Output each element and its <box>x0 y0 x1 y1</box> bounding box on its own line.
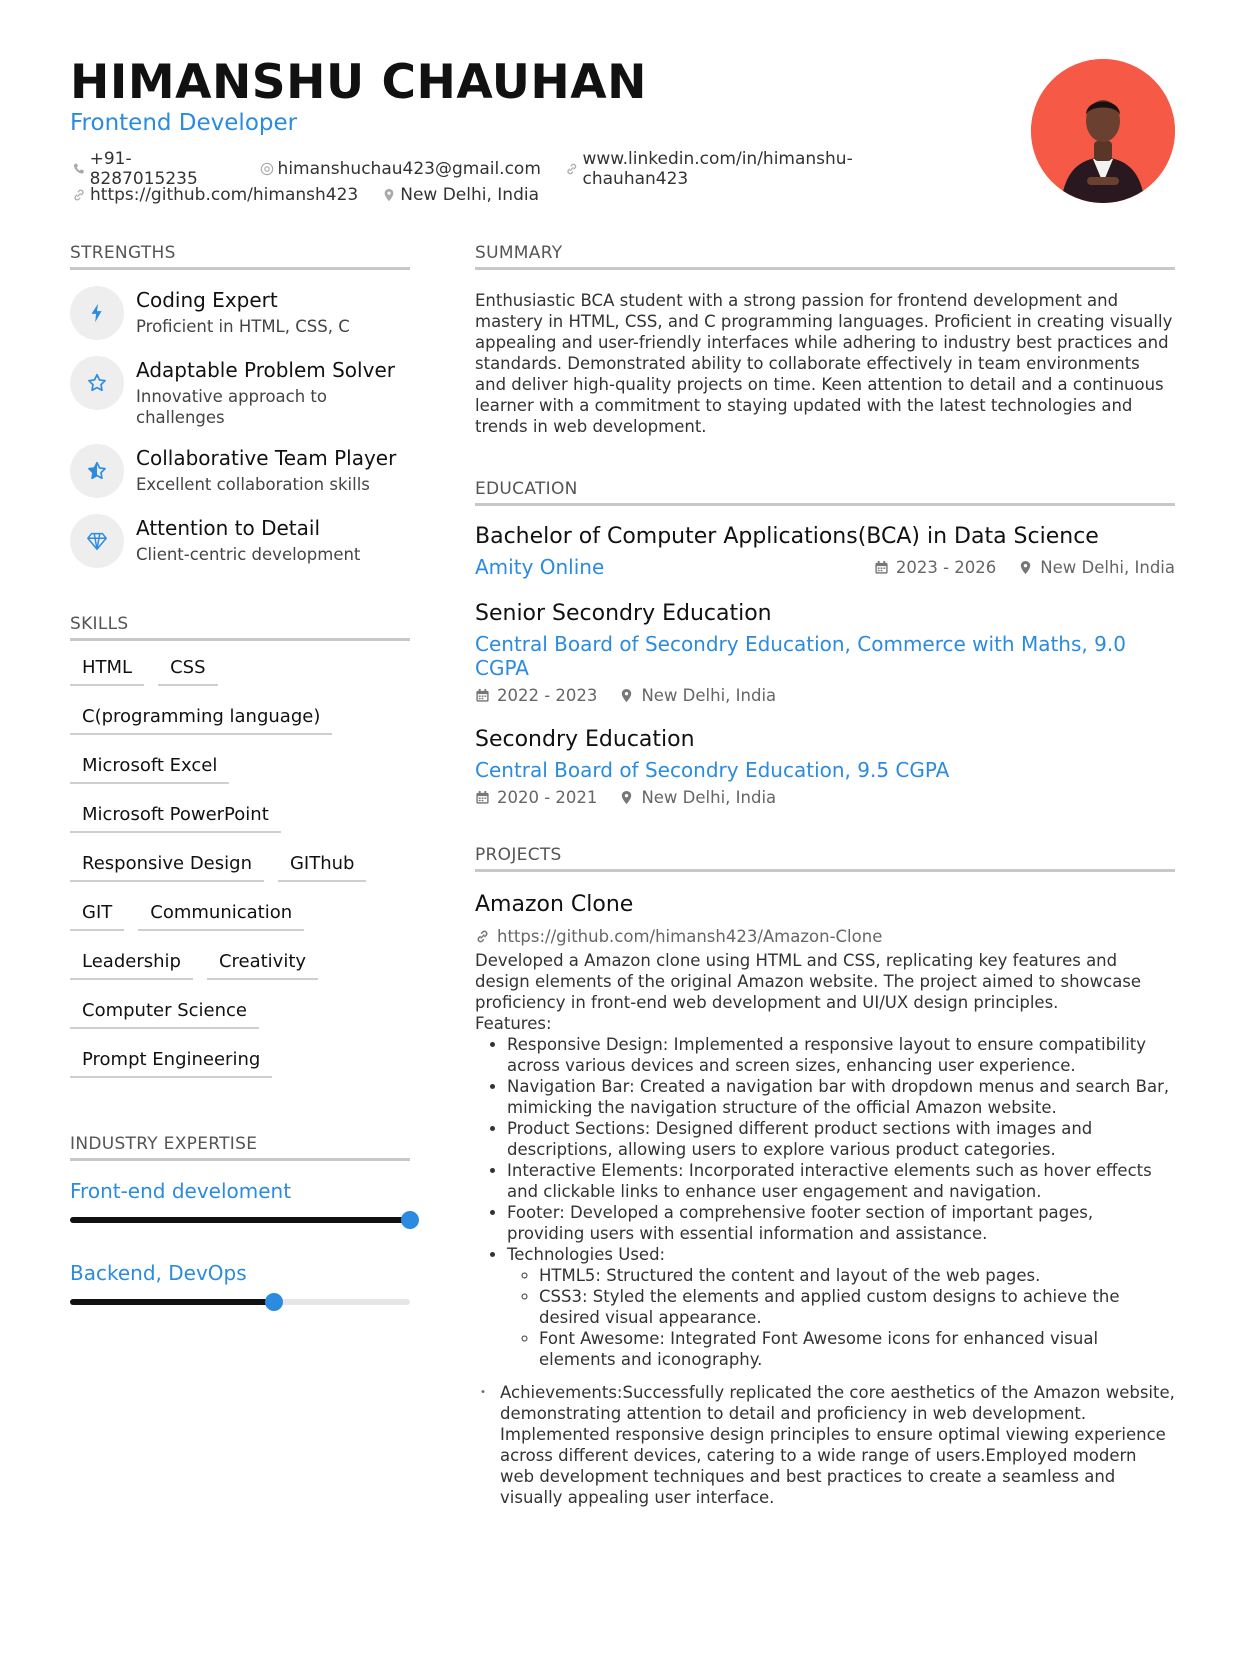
calendar-icon <box>874 560 889 575</box>
contact-linkedin <box>565 149 948 189</box>
strength-desc: Innovative approach to challenges <box>136 387 327 427</box>
technologies-list <box>539 1265 1175 1370</box>
projects-heading: PROJECTS <box>475 845 1175 872</box>
email-address[interactable]: himanshuchau423@gmail.com <box>277 159 541 179</box>
strength-icon-wrap <box>70 444 124 498</box>
list-item: • Responsive Design: Implemented a responsive layout to ensure compatibility across various devices and screen sizes, enhancing user experience. <box>507 1034 1175 1076</box>
strength-item <box>70 514 410 568</box>
list-item <box>507 1244 1175 1370</box>
education-item <box>475 601 1175 705</box>
list-item: • Product Sections: Designed different product sections with images and descriptions, allowing users to explore various product categories. <box>507 1118 1175 1160</box>
right-column <box>475 243 1175 1508</box>
calendar-icon <box>475 688 490 703</box>
education-heading: EDUCATION <box>475 479 1175 506</box>
contact-location <box>382 185 539 205</box>
summary-heading: SUMMARY <box>475 243 1175 270</box>
project-description: Developed a Amazon clone using HTML and CSS, replicating key features and design elements of the original Amazon website. The project aimed to showcase proficiency in front-end web development and UI/UX design principles. <box>475 951 1142 1012</box>
star-half-icon <box>86 460 108 482</box>
education-meta <box>475 686 1175 705</box>
linkedin-url[interactable]: www.linkedin.com/in/himanshu-chauhan423 <box>582 149 853 189</box>
education-location: New Delhi, India <box>641 788 777 807</box>
strength-item <box>70 356 410 428</box>
project-features-label: Features: <box>475 1014 552 1033</box>
list-item: ◦ Font Awesome: Integrated Font Awesome icons for enhanced visual elements and iconography. <box>539 1328 1175 1370</box>
project-title: Amazon Clone <box>475 892 634 917</box>
list-item: • Interactive Elements: Incorporated interactive elements such as hover effects and clickable links to enhance user engagement and navigation. <box>507 1160 1175 1202</box>
phone-number[interactable]: +91-8287015235 <box>89 149 198 189</box>
diamond-icon <box>86 530 108 552</box>
link-icon <box>565 162 579 176</box>
location-text: New Delhi, India <box>400 185 540 205</box>
skill-tag: Computer Science <box>70 996 259 1029</box>
location-pin-icon <box>1018 560 1033 575</box>
job-title: Frontend Developer <box>70 110 298 136</box>
phone-icon <box>72 162 86 176</box>
strength-icon-wrap <box>70 356 124 410</box>
list-item: ◦ CSS3: Styled the elements and applied custom designs to achieve the desired visual appearance. <box>539 1286 1175 1328</box>
contact-phone <box>72 149 236 189</box>
expertise-bar <box>70 1299 410 1305</box>
expertise-bar-fill <box>70 1299 274 1305</box>
contact-info <box>72 149 972 208</box>
education-degree: Bachelor of Computer Applications(BCA) in Data Science <box>475 524 1099 549</box>
skill-tag: GIT <box>70 898 124 931</box>
project-url[interactable]: https://github.com/himansh423/Amazon-Clone <box>497 927 883 946</box>
strengths-heading: STRENGTHS <box>70 243 410 270</box>
list-item: • Navigation Bar: Created a navigation bar with dropdown menus and search Bar, mimicking the navigation structure of the official Amazon website. <box>507 1076 1175 1118</box>
technologies-label: Technologies Used: <box>507 1245 666 1264</box>
location-pin-icon <box>619 790 634 805</box>
education-degree: Senior Secondry Education <box>475 601 772 626</box>
strength-desc: Client-centric development <box>136 545 361 564</box>
skill-tag: Microsoft PowerPoint <box>70 800 281 833</box>
education-location: New Delhi, India <box>641 686 777 705</box>
expertise-bar-fill <box>70 1217 410 1223</box>
expertise-bar-knob <box>401 1211 419 1229</box>
strength-title: Adaptable Problem Solver <box>136 358 395 382</box>
project-link <box>475 927 1175 946</box>
achievements-text: Achievements:Successfully replicated the core aesthetics of the Amazon website, demonstrating attention to detail and proficiency in web development. Implemented responsive design principles to ensure optimal viewing experience across different devices, catering to a wide range of users.Employed modern web development techniques and best practices to create a seamless and visually appealing user interface. <box>500 1383 1175 1507</box>
skill-tag: Leadership <box>70 947 193 980</box>
education-dates: 2022 - 2023 <box>497 686 598 705</box>
at-icon <box>260 162 274 176</box>
education-meta <box>475 788 1175 807</box>
left-column <box>70 243 410 1305</box>
skill-tag: Prompt Engineering <box>70 1045 272 1078</box>
expertise-heading: INDUSTRY EXPERTISE <box>70 1134 410 1161</box>
expertise-bar-knob <box>265 1293 283 1311</box>
strength-icon-wrap <box>70 514 124 568</box>
contact-github <box>72 185 358 205</box>
project-features-list <box>507 1034 1175 1370</box>
skill-tag: GIThub <box>278 849 367 882</box>
list-item: • Footer: Developed a comprehensive footer section of important pages, providing users with essential information and assistance. <box>507 1202 1175 1244</box>
project-achievements <box>475 1382 1175 1508</box>
education-dates: 2020 - 2021 <box>497 788 598 807</box>
star-icon <box>86 372 108 394</box>
calendar-icon <box>475 790 490 805</box>
link-icon <box>72 188 86 202</box>
expertise-label: Front-end develoment <box>70 1179 292 1203</box>
bolt-icon <box>86 302 108 324</box>
location-pin-icon <box>619 688 634 703</box>
education-item <box>475 727 1175 807</box>
skill-tag: CSS <box>158 653 217 686</box>
strength-desc: Proficient in HTML, CSS, C <box>136 317 350 336</box>
skills-heading: SKILLS <box>70 614 410 641</box>
strength-title: Coding Expert <box>136 288 278 312</box>
strength-title: Attention to Detail <box>136 516 321 540</box>
education-degree: Secondry Education <box>475 727 695 752</box>
strength-desc: Excellent collaboration skills <box>136 475 370 494</box>
github-url[interactable]: https://github.com/himansh423 <box>90 185 359 205</box>
education-location: New Delhi, India <box>1040 557 1175 577</box>
location-pin-icon <box>382 188 396 202</box>
strength-item <box>70 444 410 498</box>
profile-photo <box>1031 59 1175 203</box>
skill-tag: Communication <box>138 898 304 931</box>
skill-tag: Responsive Design <box>70 849 264 882</box>
strength-title: Collaborative Team Player <box>136 446 397 470</box>
list-item: ◦ HTML5: Structured the content and layout of the web pages. <box>539 1265 1175 1286</box>
education-item <box>475 524 1175 579</box>
skill-tag: Microsoft Excel <box>70 751 229 784</box>
expertise-bar <box>70 1217 410 1223</box>
contact-email <box>260 159 541 179</box>
expertise-label: Backend, DevOps <box>70 1261 247 1285</box>
skill-tag: C(programming language) <box>70 702 332 735</box>
education-school: Central Board of Secondry Education, Commerce with Maths, 9.0 CGPA <box>475 632 1126 680</box>
education-school: Amity Online <box>475 555 605 579</box>
education-school: Central Board of Secondry Education, 9.5 CGPA <box>475 758 950 782</box>
skill-tag: Creativity <box>207 947 318 980</box>
bullet-icon: • <box>480 1387 486 1398</box>
strength-item <box>70 286 410 340</box>
person-portrait-icon <box>1031 59 1175 203</box>
skill-tag: HTML <box>70 653 144 686</box>
summary-text: Enthusiastic BCA student with a strong passion for frontend development and mastery in HTML, CSS, and C programming languages. Proficient in creating visually appealing and user-friendly interfaces while adhering to industry best practices and standards. Demonstrated ability to collaborate effectively in team environments and deliver high-quality projects on time. Keen attention to detail and a continuous learner with a commitment to staying updated with the latest technologies and trends in web development. <box>475 291 1173 436</box>
education-dates: 2023 - 2026 <box>895 557 997 577</box>
candidate-name: HIMANSHU CHAUHAN <box>70 55 647 110</box>
education-meta <box>874 558 1175 577</box>
link-icon <box>475 929 490 944</box>
strength-icon-wrap <box>70 286 124 340</box>
skills-list <box>70 653 410 1094</box>
